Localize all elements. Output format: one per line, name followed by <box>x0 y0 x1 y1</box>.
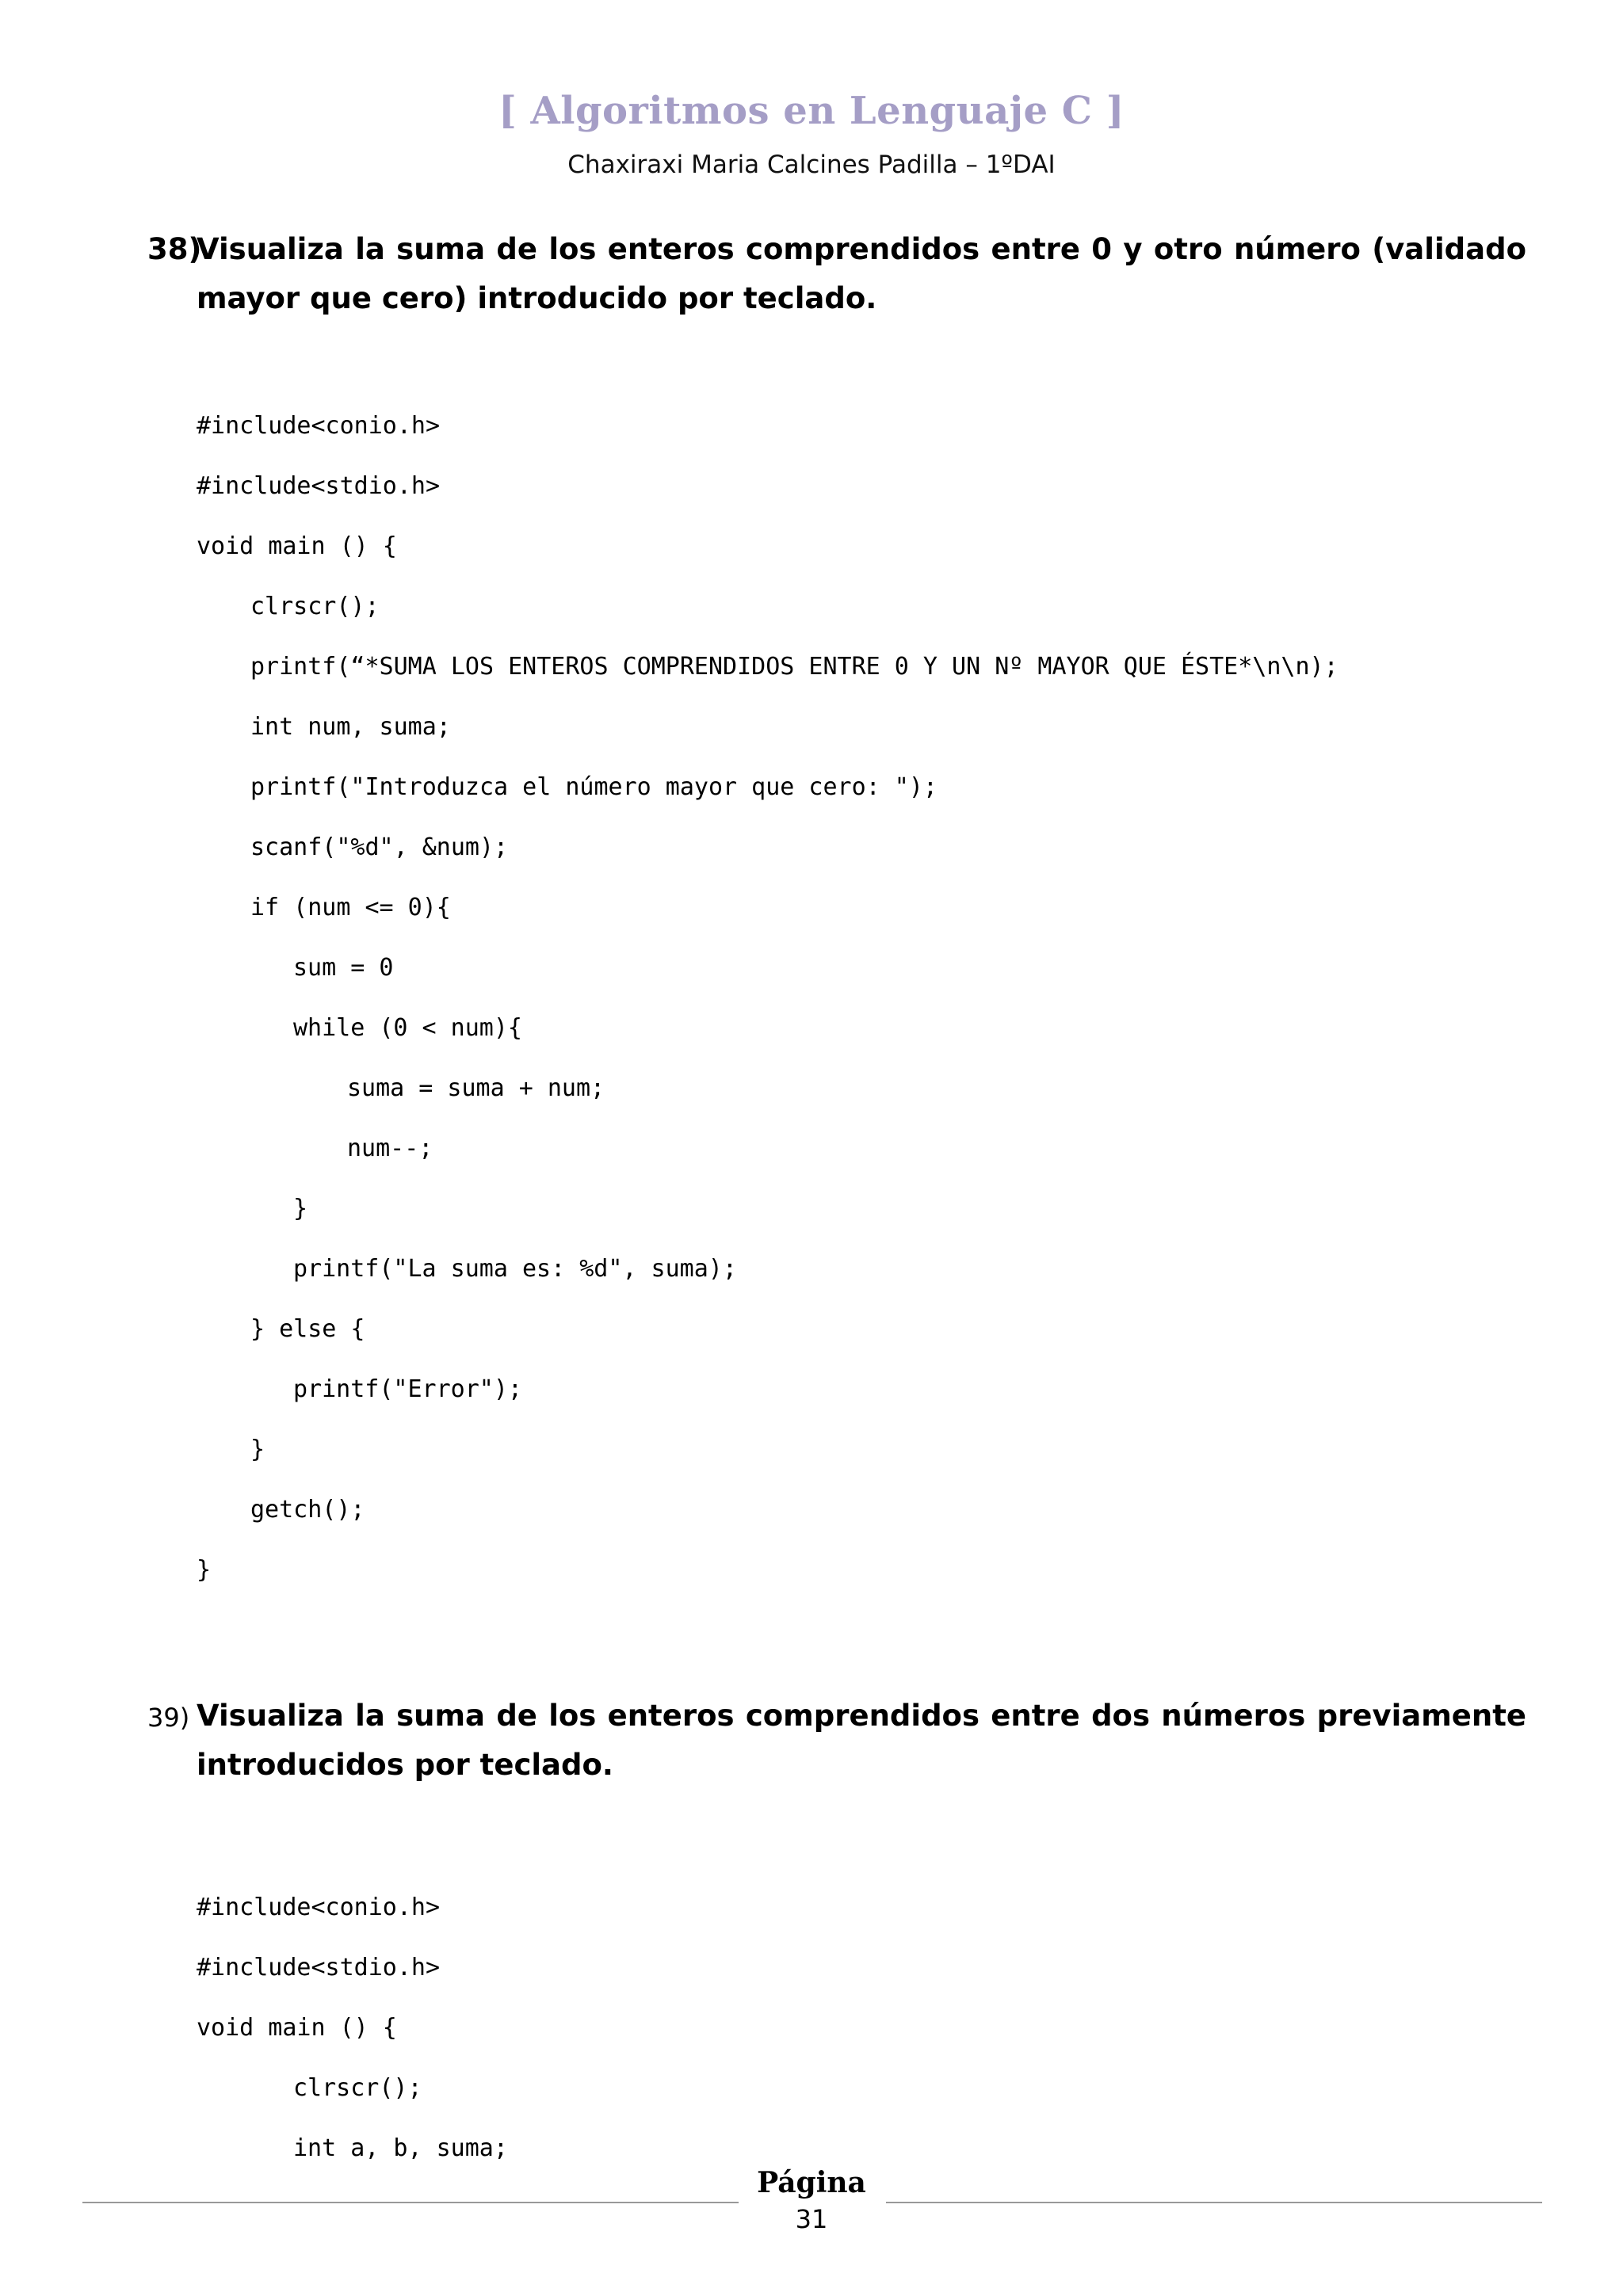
footer-rule-right <box>886 2202 1542 2203</box>
code-line: clrscr(); <box>250 593 380 620</box>
code-line: printf(“*SUMA LOS ENTEROS COMPRENDIDOS ENTRE 0 Y UN Nº MAYOR QUE ÉSTE*\n\n); <box>250 653 1338 681</box>
code-line: scanf("%d", &num); <box>250 833 509 861</box>
code-line: #include<conio.h> <box>197 1894 441 1921</box>
code-line: sum = 0 <box>293 954 394 982</box>
code-line: } <box>197 1556 212 1584</box>
code-line: } <box>293 1195 308 1222</box>
code-line: printf("La suma es: %d", suma); <box>293 1255 737 1283</box>
document-header-author: Chaxiraxi Maria Calcines Padilla – 1ºDAI <box>567 151 1056 179</box>
footer-page-label: Página <box>757 2166 866 2199</box>
code-line: #include<stdio.h> <box>197 1954 441 1981</box>
code-line: while (0 < num){ <box>293 1014 522 1042</box>
code-line: } else { <box>250 1315 365 1343</box>
code-line: printf("Introduzca el número mayor que cero: "); <box>250 773 938 801</box>
exercise-38-statement <box>147 225 1526 323</box>
code-line: int a, b, suma; <box>293 2134 508 2162</box>
code-line: suma = suma + num; <box>347 1074 605 1102</box>
code-line: #include<stdio.h> <box>197 472 441 500</box>
footer-page-number: 31 <box>795 2204 828 2234</box>
code-line: void main () { <box>197 2014 397 2042</box>
code-line: } <box>250 1436 265 1463</box>
exercise-number: 38) <box>147 232 202 266</box>
exercise-number: 39) <box>147 1703 190 1733</box>
code-line: clrscr(); <box>293 2074 422 2102</box>
footer-rule-left <box>82 2202 739 2203</box>
code-line: if (num <= 0){ <box>250 894 451 921</box>
exercise-text: Visualiza la suma de los enteros comprendidos entre dos números previamente introducidos por teclado. <box>197 1699 1526 1782</box>
code-line: void main () { <box>197 532 397 560</box>
code-line: int num, suma; <box>250 713 451 741</box>
code-line: getch(); <box>250 1496 365 1524</box>
code-line: printf("Error"); <box>293 1375 522 1403</box>
document-header-title: [ Algoritmos en Lenguaje C ] <box>498 89 1125 133</box>
code-line: #include<conio.h> <box>197 412 441 440</box>
exercise-text: Visualiza la suma de los enteros comprendidos entre 0 y otro número (validado mayor que cero) introducido por teclado. <box>197 232 1526 315</box>
exercise-39-statement <box>147 1691 1526 1790</box>
code-line: num--; <box>347 1135 433 1162</box>
